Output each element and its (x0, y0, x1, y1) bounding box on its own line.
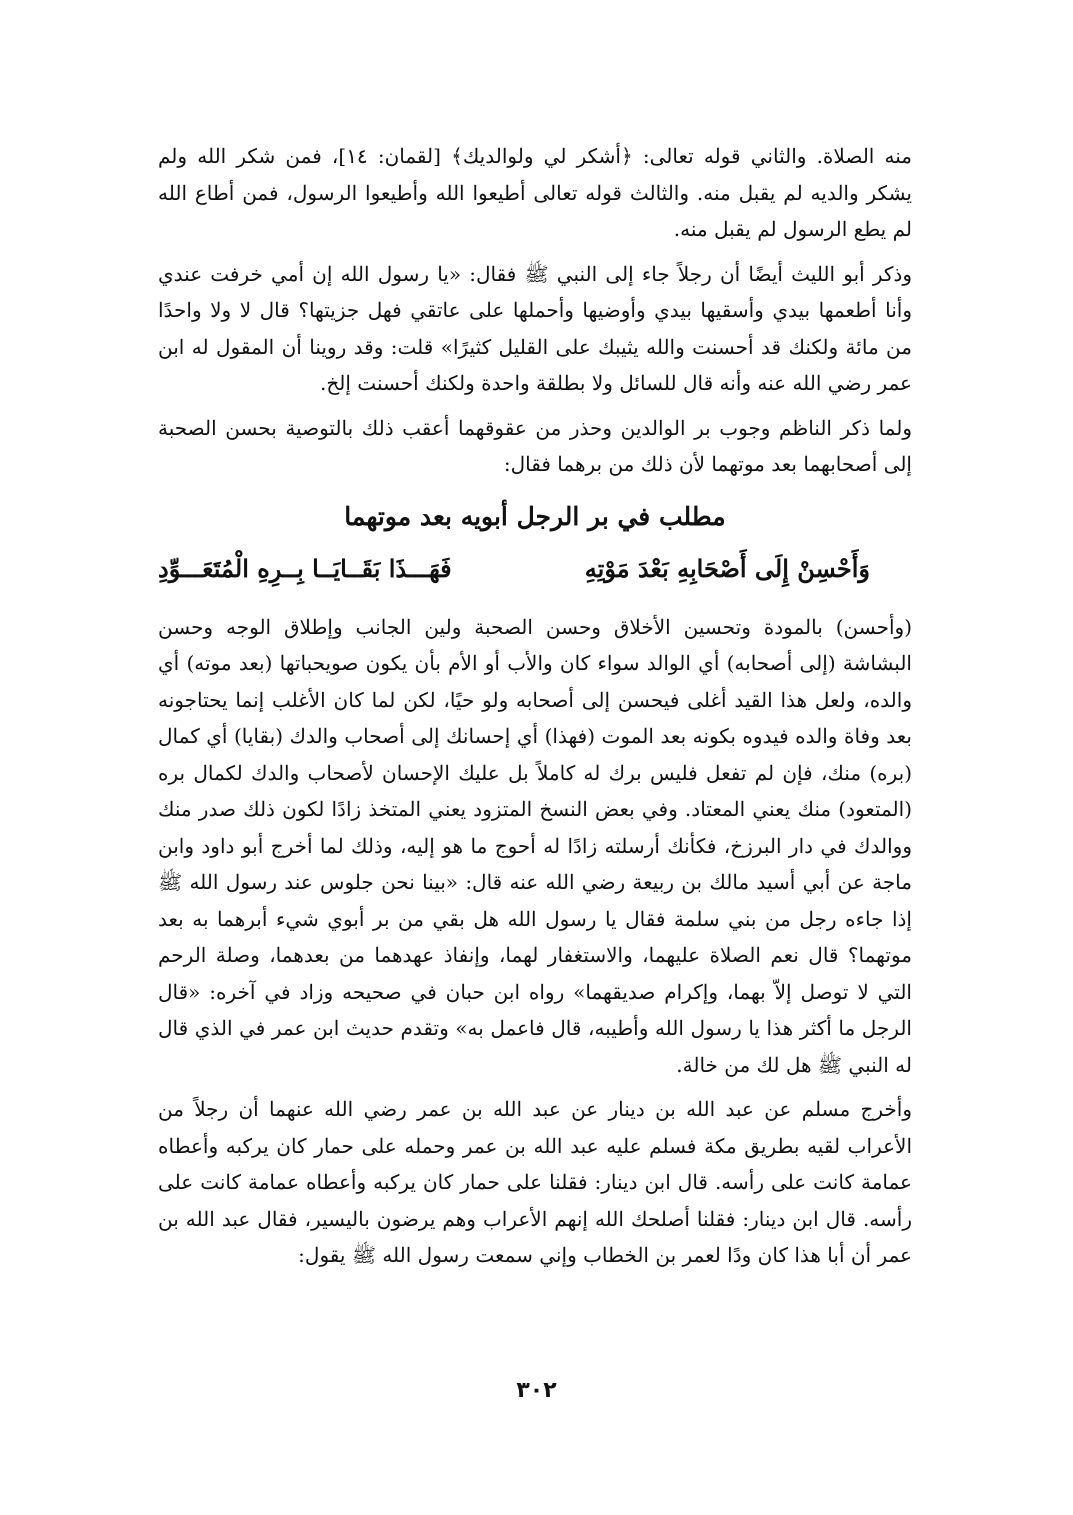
commentary-paragraph: (وأحسن) بالمودة وتحسين الأخلاق وحسن الصحبة ولين الجانب وإطلاق الوجه وحسن البشاشة (إلى أصحابه) أي الوالد سواء كان والأب أو الأم بأن يكون صويحباتها (بعد موته) أي والده، ولعل هذا القيد أغلى فيحسن إلى أصحابه ولو حيًا، لكن لما كان الأغلب إنما يحتاجونه بعد وفاة والده فيدوه بكونه بعد الموت (فهذا) أي إحسانك إلى أصحاب والدك (بقايا) أي كمال (بره) منك، فإن لم تفعل فليس برك له كاملاً بل عليك الإحسان لأصحاب والدك لكمال بره (المتعود) منك يعني المعتاد. وفي بعض النسخ المتزود يعني المتخذ زادًا لكون ذلك صدر منك ووالدك في دار البرزخ، فكأنك أرسلته زادًا له أحوج ما هو إليه، وذلك لما أخرج أبو داود وابن ماجة عن أبي أسيد مالك بن ربيعة رضي الله عنه قال: «بينا نحن جلوس عند رسول الله ﷺ إذا جاءه رجل من بني سلمة فقال يا رسول الله هل بقي من بر أبوي شيء أبرهما به بعد موتهما؟ قال نعم الصلاة عليهما، والاستغفار لهما، وإنفاذ عهدهما من بعدهما، وصلة الرحم التي لا توصل إلاّ بهما، وإكرام صديقهما» رواه ابن حبان في صحيحه وزاد في آخره: «قال الرجل ما أكثر هذا يا رسول الله وأطيبه، قال فاعمل به» وتقدم حديث ابن عمر في الذي قال له النبي ﷺ هل لك من خالة. (158, 614, 913, 1077)
paragraph-5: وأخرج مسلم عن عبد الله بن دينار عن عبد الله بن عمر رضي الله عنهما أن رجلاً من الأعراب لقيه بطريق مكة فسلم عليه عبد الله بن عمر وحمله على حمار كان يركبه وأعطاه عمامة كانت على رأسه. قال ابن دينار: فقلنا على حمار كان يركبه وأعطاه عمامة كانت على رأسه. قال ابن دينار: فقلنا أصلحك الله إنهم الأعراب وهم يرضون باليسير، فقال عبد الله بن عمر أن أبا هذا كان ودًا لعمر بن الخطاب وإني سمعت رسول الله ﷺ يقول: (158, 1097, 912, 1267)
poem-verse (158, 547, 912, 591)
verse-first-hemistich: وَأَحْسِنْ إِلَى أَصْحَابِهِ بَعْدَ مَوْتِهِ (584, 553, 870, 583)
section-heading: مطلب في بر الرجل أبويه بعد موتهما (344, 501, 726, 531)
book-page (158, 138, 912, 1274)
page-number: ٣٠٢ (516, 1378, 557, 1403)
paragraph-1: منه الصلاة. والثاني قوله تعالى: ﴿أشكر لي ولوالديك﴾ [لقمان: ١٤]، فمن شكر الله ولم يشكر والديه لم يقبل منه. والثالث قوله تعالى أطيعوا الله وأطيعوا الرسول، فمن أطاع الله لم يطع الرسول لم يقبل منه. (158, 144, 912, 241)
verse-second-hemistich: فَهَـــذَا بَقَــايَــا بِــرِهِ الْمُتَعَـــوِّدِ (158, 553, 452, 583)
paragraph-2: وذكر أبو الليث أيضًا أن رجلاً جاء إلى النبي ﷺ فقال: «يا رسول الله إن أمي خرفت عندي وأنا أطعمها بيدي وأسقيها بيدي وأوضيها وأحملها على عاتقي فهل جزيتها؟ قال لا ولا واحدًا من مائة ولكنك قد أحسنت والله يثيبك على القليل كثيرًا» قلت: وقد روينا أن المقول له ابن عمر رضي الله عنه وأنه قال للسائل ولا بطلقة واحدة ولكنك أحسنت إلخ. (158, 261, 913, 395)
paragraph-3: ولما ذكر الناظم وجوب بر الوالدين وحذر من عقوقهما أعقب ذلك بالتوصية بحسن الصحبة إلى أصحابهما بعد موتهما لأن ذلك من برهما فقال: (158, 415, 912, 476)
